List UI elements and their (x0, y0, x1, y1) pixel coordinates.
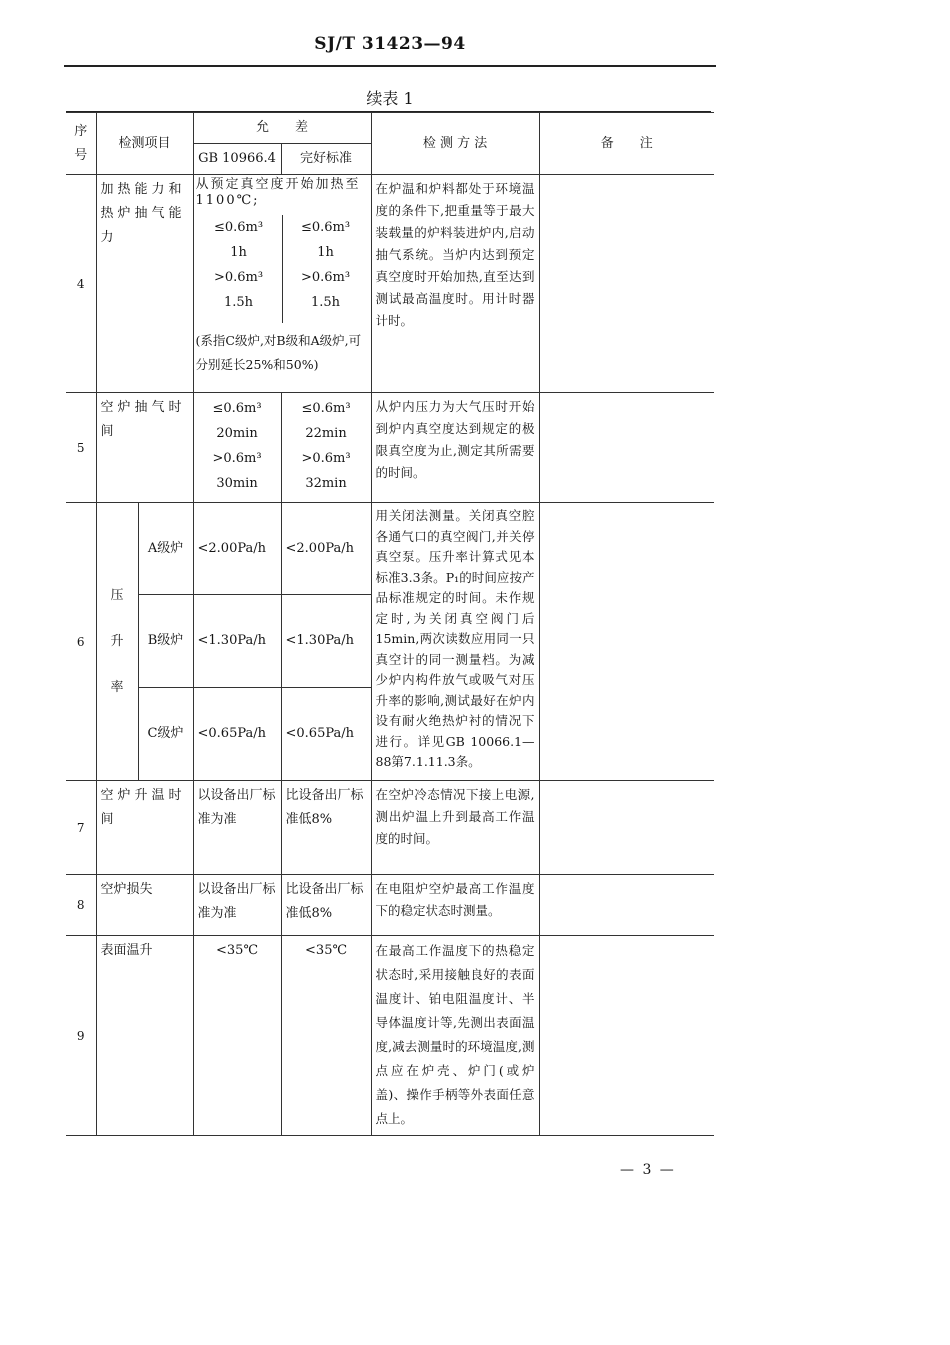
tol-std-line: ≤0.6m³ (300, 220, 351, 235)
row-method: 在空炉冷态情况下接上电源,测出炉温上升到最高工作温度的时间。 (371, 781, 539, 875)
row-remark (539, 503, 714, 781)
tolerance-subtable (196, 215, 369, 323)
tol-gb-value: 以设备出厂标准为准 (193, 781, 281, 875)
page-number: — 3 — (620, 1162, 676, 1178)
tol-std-value: <1.30Pa/h (281, 595, 371, 688)
row-number: 6 (66, 503, 96, 781)
tol-std-line: 1h (317, 245, 334, 260)
tol-std-line: ≤0.6m³ (301, 401, 351, 416)
row-item-char: 压 (110, 587, 124, 603)
tol-std-value: <0.65Pa/h (281, 688, 371, 781)
grade-label: B级炉 (138, 595, 193, 688)
row-item: 空炉升温时间 (96, 781, 193, 875)
tol-gb-value: 以设备出厂标准为准 (193, 875, 281, 936)
col-header-gb: GB 10966.4 (193, 144, 281, 175)
row-method: 在电阻炉空炉最高工作温度下的稳定状态时测量。 (371, 875, 539, 936)
tol-std-line: 22min (305, 426, 347, 441)
table-row (66, 936, 714, 1136)
tol-gb-line: >0.6m³ (213, 270, 264, 285)
col-header-no: 序号 (66, 113, 96, 175)
table-row (66, 875, 714, 936)
tol-gb-line: 20min (216, 426, 258, 441)
tol-gb-value: <1.30Pa/h (193, 595, 281, 688)
tol-gb-line: ≤0.6m³ (212, 401, 262, 416)
row-remark (539, 781, 714, 875)
tol-gb-line: 1.5h (223, 295, 254, 310)
grade-label: A级炉 (138, 503, 193, 595)
row-number: 4 (66, 175, 96, 393)
tol-std-line: >0.6m³ (301, 451, 351, 466)
row-number: 5 (66, 393, 96, 503)
row-method: 从炉内压力为大气压时开始到炉内真空度达到规定的极限真空度为止,测定其所需要的时间。 (371, 393, 539, 503)
tol-std-line: 1.5h (311, 295, 341, 310)
tol-std-line: 32min (305, 476, 347, 491)
col-header-remark: 备 注 (539, 113, 714, 175)
table-row (66, 393, 714, 503)
tol-gb-value: <0.65Pa/h (193, 688, 281, 781)
table-row (66, 781, 714, 875)
col-header-method: 检 测 方 法 (371, 113, 539, 175)
col-header-tolerance: 允 差 (193, 113, 371, 144)
standard-code: SJ/T 31423—94 (314, 34, 466, 54)
tol-gb-line: 30min (216, 476, 258, 491)
tolerance-preamble: 从预定真空度开始加热至1100℃; (195, 177, 361, 208)
row-number: 8 (66, 875, 96, 936)
row-number: 9 (66, 936, 96, 1136)
table-row (66, 175, 714, 393)
row-remark (539, 175, 714, 393)
row-method: 用关闭法测量。关闭真空腔各通气口的真空阀门,并关停真空泵。压升率计算式见本标准3.3条。P₁的时间应按产品标准规定的时间。未作规定时,为关闭真空阀门后15min,两次读数应用同一只真空计的同一测量档。为减少炉内构件放气或吸气对压升率的影响,测试最好在炉内设有耐火绝热炉衬的情况下进行。详见GB 10066.1—88第7.1.11.3条。 (371, 503, 539, 781)
header-rule (64, 65, 716, 67)
tol-std-value: 比设备出厂标准低8% (281, 781, 371, 875)
tol-std-line: >0.6m³ (300, 270, 351, 285)
tol-gb-line: ≤0.6m³ (213, 220, 264, 235)
row-remark (539, 875, 714, 936)
row-method: 在炉温和炉料都处于环境温度的条件下,把重量等于最大装载量的炉料装进炉内,启动抽气系统。当炉内达到预定真空度时开始加热,直至达到测试最高温度时。用计时器计时。 (371, 175, 539, 393)
tol-gb-value: <35℃ (193, 936, 281, 1136)
tol-gb-value: <2.00Pa/h (193, 503, 281, 595)
row-remark (539, 936, 714, 1136)
table-row (66, 503, 714, 595)
tol-gb-line: >0.6m³ (212, 451, 262, 466)
tol-std-value: 比设备出厂标准低8% (281, 875, 371, 936)
tolerance-note: (系指C级炉,对B级和A级炉,可分别延长25%和50%) (195, 333, 362, 372)
table-title: 续表 1 (366, 89, 414, 108)
tol-std-value: <2.00Pa/h (281, 503, 371, 595)
row-number: 7 (66, 781, 96, 875)
row-item-char: 率 (110, 679, 124, 695)
row-item-char: 升 (110, 633, 124, 649)
col-header-item: 检测项目 (96, 113, 193, 175)
row-remark (539, 393, 714, 503)
tol-gb-line: 1h (230, 245, 247, 260)
tol-std-value: <35℃ (281, 936, 371, 1136)
row-item: 空炉抽气时间 (96, 393, 193, 503)
row-item: 加热能力和热炉抽气能力 (96, 175, 193, 393)
row-item: 空炉损失 (96, 875, 193, 936)
row-item-vertical (96, 503, 138, 781)
col-header-std: 完好标准 (281, 144, 371, 175)
spec-table (66, 112, 714, 1136)
row-method: 在最高工作温度下的热稳定状态时,采用接触良好的表面温度计、铂电阻温度计、半导体温度计等,先测出表面温度,减去测量时的环境温度,测点应在炉壳、炉门(或炉盖)、操作手柄等外表面任意点上。 (371, 936, 539, 1136)
row-item: 表面温升 (96, 936, 193, 1136)
grade-label: C级炉 (138, 688, 193, 781)
